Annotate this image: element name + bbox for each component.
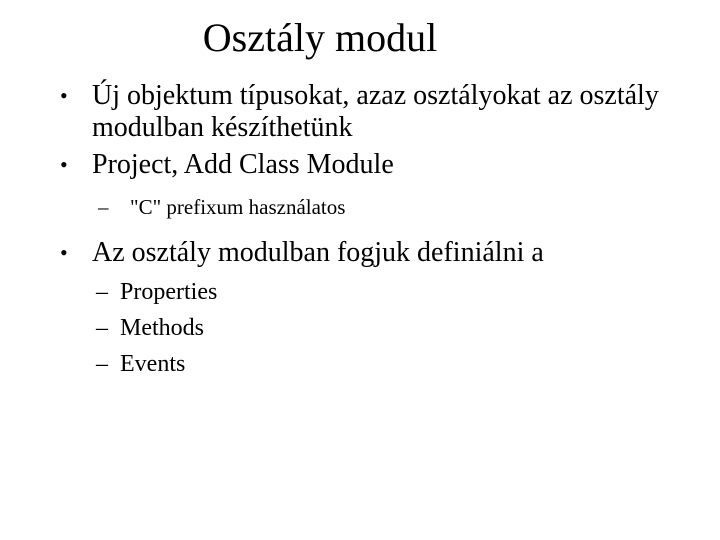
sub-bullet-marker: –: [96, 351, 108, 377]
bullet-item: [60, 80, 700, 144]
slide-content: [60, 80, 700, 382]
sub-bullet-list: [60, 274, 700, 382]
sub-bullet-marker: –: [96, 315, 108, 341]
sub-bullet-text: Events: [120, 351, 186, 377]
sub-bullet-text: Methods: [120, 315, 204, 341]
sub-bullet-marker: –: [98, 195, 109, 219]
sub-bullet-item: [60, 189, 700, 225]
sub-bullet-marker: –: [96, 279, 108, 305]
bullet-marker: •: [60, 83, 68, 108]
bullet-item: [60, 237, 700, 269]
sub-bullet-text: Properties: [120, 279, 218, 305]
bullet-text: Új objektum típusokat, azaz osztályokat az osztály modulban készíthetünk: [92, 80, 659, 143]
slide-title: Osztály modul: [202, 15, 438, 60]
sub-bullet-item: [60, 346, 700, 382]
bullet-text: Az osztály modulban fogjuk definiálni a: [92, 237, 544, 268]
sub-bullet-item: [60, 274, 700, 310]
bullet-text: Project, Add Class Module: [92, 149, 394, 180]
sub-bullet-item: [60, 310, 700, 346]
sub-bullet-text: "C" prefixum használatos: [130, 195, 346, 219]
bullet-marker: •: [60, 240, 68, 265]
bullet-item: [60, 149, 700, 181]
bullet-marker: •: [60, 152, 68, 177]
